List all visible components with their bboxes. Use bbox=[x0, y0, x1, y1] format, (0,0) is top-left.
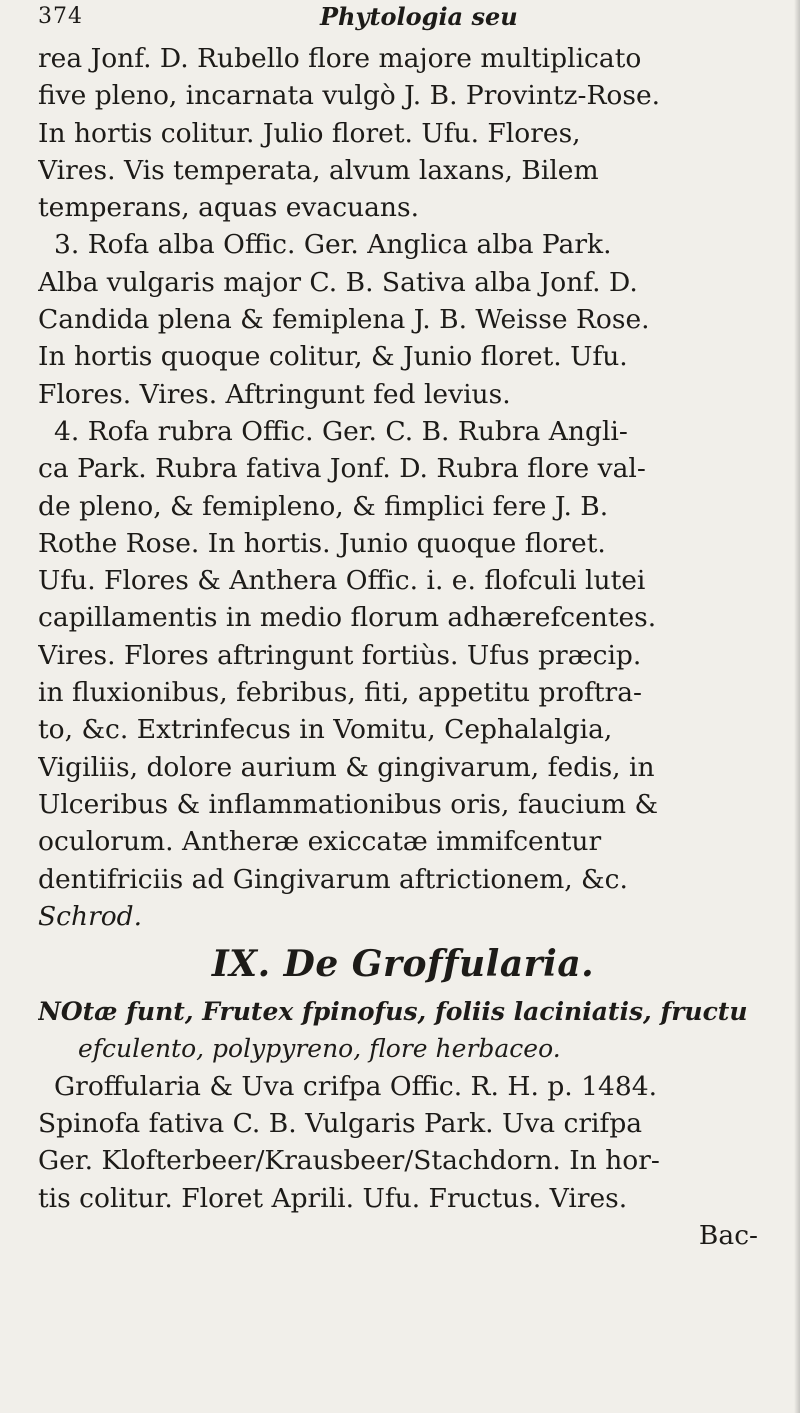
definition-line: efculento, polypyreno, flore herbaceo. bbox=[78, 1034, 561, 1064]
definition-line: NOtæ funt, Frutex fpinofus, foliis laciniatis, fructu bbox=[38, 997, 748, 1027]
page-number: 374 bbox=[38, 4, 83, 29]
body-text bbox=[38, 40, 768, 1254]
text-line: 3. Rofa alba Offic. Ger. Anglica alba Park. bbox=[54, 229, 612, 261]
text-line: Ufu. Flores & Anthera Offic. i. e. flofculi lutei bbox=[38, 565, 646, 597]
text-line: Vigiliis, dolore aurium & gingivarum, fedis, in bbox=[38, 751, 655, 783]
text-line: de pleno, & femipleno, & fimplici fere J. B. bbox=[38, 490, 609, 522]
text-line: Spinofa fativa C. B. Vulgaris Park. Uva crifpa bbox=[38, 1108, 643, 1140]
text-line: oculorum. Antheræ exiccatæ immifcentur bbox=[38, 826, 602, 858]
text-line: Ger. Klofterbeer/Krausbeer/Stachdorn. In hor- bbox=[38, 1145, 660, 1177]
section-heading: IX. De Groffularia. bbox=[211, 943, 595, 986]
text-line: Ulceribus & inflammationibus oris, faucium & bbox=[38, 788, 659, 820]
text-line: Flores. Vires. Aftringunt fed levius. bbox=[38, 378, 511, 410]
text-line: rea Jonf. D. Rubello flore majore multiplicato bbox=[38, 43, 642, 74]
text-line: tis colitur. Floret Aprili. Ufu. Fructus. Vires. bbox=[38, 1182, 628, 1214]
catchword: Bac- bbox=[698, 1219, 758, 1251]
text-line: Alba vulgaris major C. B. Sativa alba Jonf. D. bbox=[38, 266, 638, 298]
text-line: 4. Rofa rubra Offic. Ger. C. B. Rubra Angli- bbox=[54, 415, 628, 447]
text-line: In hortis colitur. Julio floret. Ufu. Flores, bbox=[38, 117, 581, 149]
text-line: In hortis quoque colitur, & Junio floret. Ufu. bbox=[38, 341, 628, 373]
text-line: Rothe Rose. In hortis. Junio quoque floret. bbox=[38, 527, 606, 559]
page-edge-shadow bbox=[794, 0, 800, 1413]
running-title: Phytologia seu bbox=[320, 2, 518, 31]
text-line: ca Park. Rubra fativa Jonf. D. Rubra flore val- bbox=[38, 453, 646, 485]
text-line: to, &c. Extrinfecus in Vomitu, Cephalalgia, bbox=[38, 714, 613, 746]
text-line: dentifriciis ad Gingivarum aftrictionem, &c. bbox=[38, 863, 628, 895]
text-line: five pleno, incarnata vulgò J. B. Provintz-Rose. bbox=[38, 80, 661, 112]
page-header bbox=[20, 0, 780, 36]
text-line: Schrod. bbox=[38, 900, 143, 932]
text-line: in fluxionibus, febribus, fiti, appetitu proftra- bbox=[38, 677, 642, 709]
text-line: temperans, aquas evacuans. bbox=[38, 192, 419, 224]
text-line: Vires. Vis temperata, alvum laxans, Bilem bbox=[38, 154, 599, 186]
text-line: Groffularia & Uva crifpa Offic. R. H. p. 1484. bbox=[54, 1070, 657, 1102]
text-line: Candida plena & femiplena J. B. Weisse Rose. bbox=[38, 304, 650, 336]
text-line: capillamentis in medio florum adhærefcentes. bbox=[38, 602, 657, 634]
text-line: Vires. Flores aftringunt fortiùs. Ufus præcip. bbox=[38, 639, 642, 671]
